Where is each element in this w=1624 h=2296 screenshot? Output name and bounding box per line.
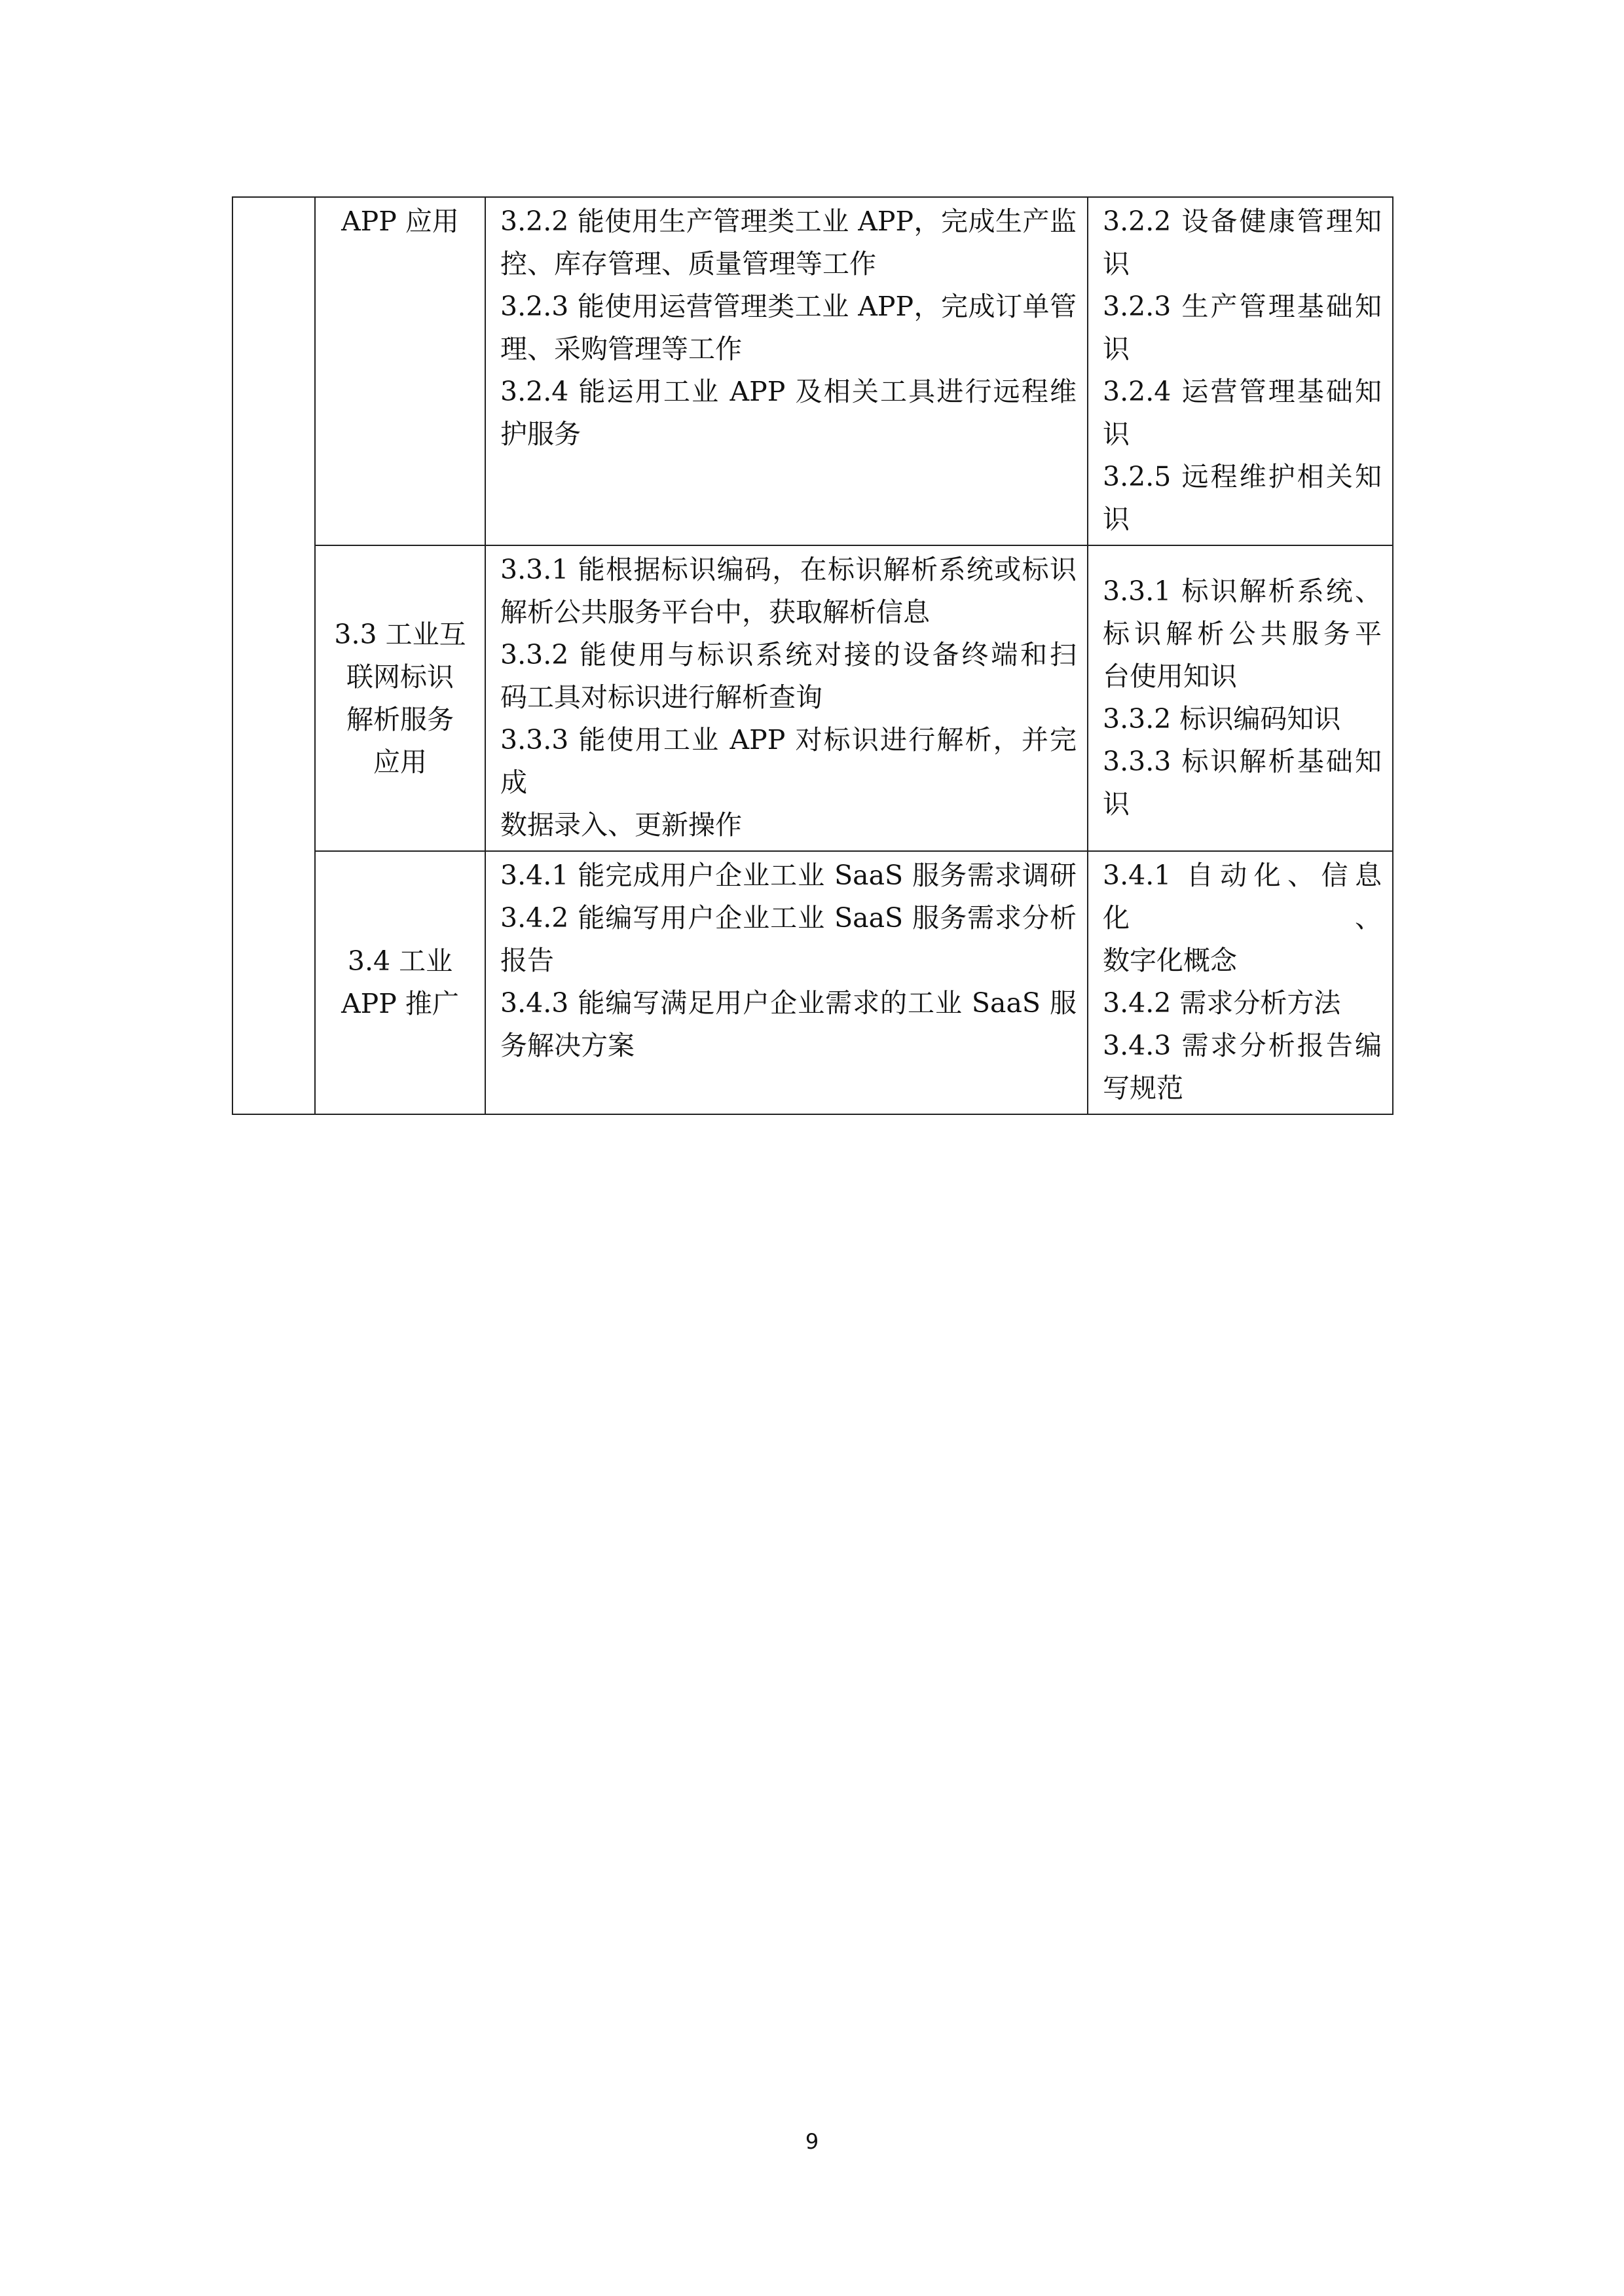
knowledge-line: 3.4.2 需求分析方法	[1103, 987, 1341, 1019]
knowledge-line: 标识解析公共服务平	[1103, 617, 1382, 649]
knowledge-line: 3.2.4 运营管理基础知	[1103, 376, 1382, 407]
skill-line: 3.4.3 能编写满足用户企业需求的工业 SaaS 服	[500, 987, 1077, 1019]
skill-line: 护服务	[500, 418, 581, 450]
knowledge-line: 3.4.3 需求分析报告编	[1103, 1030, 1382, 1061]
module-label-line: 解析服务	[346, 703, 454, 735]
skill-line: 3.2.4 能运用工业 APP 及相关工具进行远程维	[500, 376, 1077, 407]
knowledge-line: 3.3.3 标识解析基础知	[1103, 745, 1382, 777]
module-cell	[315, 197, 485, 545]
table-row	[232, 545, 1393, 851]
module-label-line: 3.3 工业互	[334, 618, 466, 650]
skill-line: 3.3.1 能根据标识编码，在标识解析系统或标识	[500, 554, 1077, 585]
skill-line: 理、采购管理等工作	[500, 333, 742, 365]
knowledge-cell	[1088, 545, 1393, 851]
skill-line: 3.3.2 能使用与标识系统对接的设备终端和扫	[500, 639, 1077, 670]
knowledge-line: 台使用知识	[1103, 660, 1237, 692]
module-label-line: 联网标识	[346, 661, 454, 693]
skill-line: 3.4.1 能完成用户企业工业 SaaS 服务需求调研	[500, 860, 1077, 891]
knowledge-line: 3.2.5 远程维护相关知	[1103, 461, 1382, 492]
skill-line: 3.2.2 能使用生产管理类工业 APP，完成生产监	[500, 206, 1077, 237]
knowledge-cell	[1088, 197, 1393, 545]
knowledge-line: 识	[1103, 248, 1130, 280]
knowledge-line: 写规范	[1103, 1072, 1183, 1104]
knowledge-line: 数字化概念	[1103, 945, 1237, 976]
skill-line: 码工具对标识进行解析查询	[500, 682, 822, 713]
skill-line: 3.2.3 能使用运营管理类工业 APP，完成订单管	[500, 291, 1077, 322]
knowledge-line: 3.3.1 标识解析系统、	[1103, 575, 1382, 607]
skill-line: 务解决方案	[500, 1030, 635, 1061]
knowledge-line: 识	[1103, 788, 1130, 820]
requirements-table	[232, 196, 1393, 1115]
knowledge-line: 3.2.2 设备健康管理知	[1103, 206, 1382, 237]
skill-line: 数据录入、更新操作	[500, 809, 742, 841]
module-label-line: 应用	[373, 746, 427, 778]
knowledge-line: 识	[1103, 418, 1130, 450]
skills-cell	[485, 545, 1088, 851]
module-label-line: APP 推广	[341, 988, 459, 1019]
skills-cell	[485, 197, 1088, 545]
knowledge-cell	[1088, 851, 1393, 1114]
knowledge-line: 3.3.2 标识编码知识	[1103, 702, 1341, 735]
knowledge-line: 识	[1103, 503, 1130, 535]
module-cell	[315, 545, 485, 851]
skill-line: 3.3.3 能使用工业 APP 对标识进行解析，并完成	[500, 724, 1077, 798]
knowledge-line: 3.2.3 生产管理基础知	[1103, 291, 1382, 322]
category-cell-empty	[232, 197, 315, 1114]
module-cell	[315, 851, 485, 1114]
knowledge-line: 3.4.1 自动化、信息化、	[1103, 860, 1382, 934]
skill-line: 报告	[500, 945, 554, 976]
knowledge-line: 识	[1103, 333, 1130, 365]
table-row	[232, 851, 1393, 1114]
skill-line: 控、库存管理、质量管理等工作	[500, 248, 876, 280]
skills-cell	[485, 851, 1088, 1114]
skill-line: 3.4.2 能编写用户企业工业 SaaS 服务需求分析	[500, 902, 1077, 934]
table-row	[232, 197, 1393, 545]
module-label: APP 应用	[341, 206, 459, 237]
skill-line: 解析公共服务平台中，获取解析信息	[500, 596, 930, 628]
module-label-line: 3.4 工业	[347, 945, 453, 977]
page-number: 9	[805, 2129, 819, 2154]
